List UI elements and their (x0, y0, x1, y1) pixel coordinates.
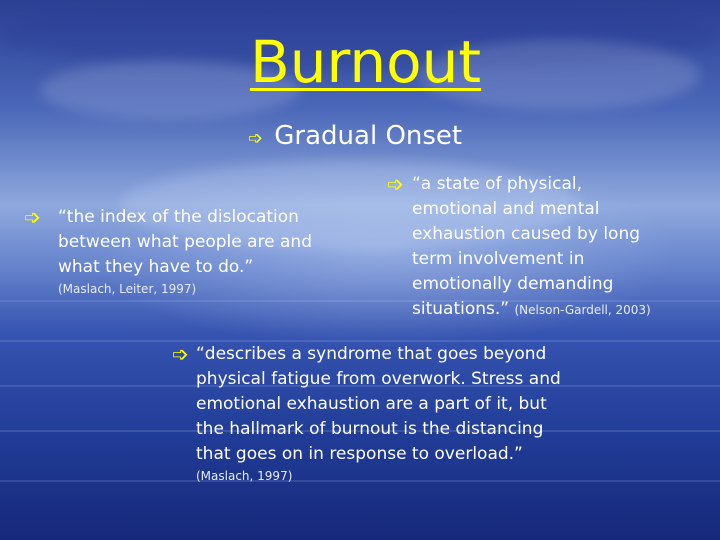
citation: (Maslach, 1997) (196, 469, 293, 483)
quote-line: term involvement in (412, 249, 585, 269)
quote-right (412, 172, 651, 322)
quote-bottom (196, 342, 561, 485)
quote-line: the hallmark of burnout is the distancing (196, 419, 544, 439)
quote-line: exhaustion caused by long (412, 224, 641, 244)
quote-line: “the index of the dislocation (58, 207, 299, 227)
quote-line: “describes a syndrome that goes beyond (196, 344, 547, 364)
hand-pointing-icon: ➩ (24, 205, 41, 229)
quote-line: situations.” (412, 299, 510, 319)
subtitle: Gradual Onset (274, 121, 463, 151)
quote-line-with-citation (412, 297, 651, 322)
hand-pointing-icon: ➩ (248, 128, 264, 149)
subtitle-row (248, 118, 462, 157)
slide-title: Burnout (250, 28, 482, 96)
hand-pointing-icon: ➩ (387, 172, 404, 196)
quote-line: emotional and mental (412, 199, 600, 219)
quote-line: that goes on in response to overload.” (196, 444, 523, 464)
citation: (Nelson-Gardell, 2003) (514, 303, 651, 317)
citation: (Maslach, Leiter, 1997) (58, 282, 197, 296)
quote-line: emotionally demanding (412, 274, 614, 294)
hand-pointing-icon: ➩ (172, 342, 189, 366)
quote-line: “a state of physical, (412, 174, 582, 194)
quote-line: emotional exhaustion are a part of it, but (196, 394, 547, 414)
quote-line: what they have to do.” (58, 257, 254, 277)
quote-line: physical fatigue from overwork. Stress and (196, 369, 561, 389)
quote-line: between what people are and (58, 232, 312, 252)
quote-left (58, 205, 312, 298)
